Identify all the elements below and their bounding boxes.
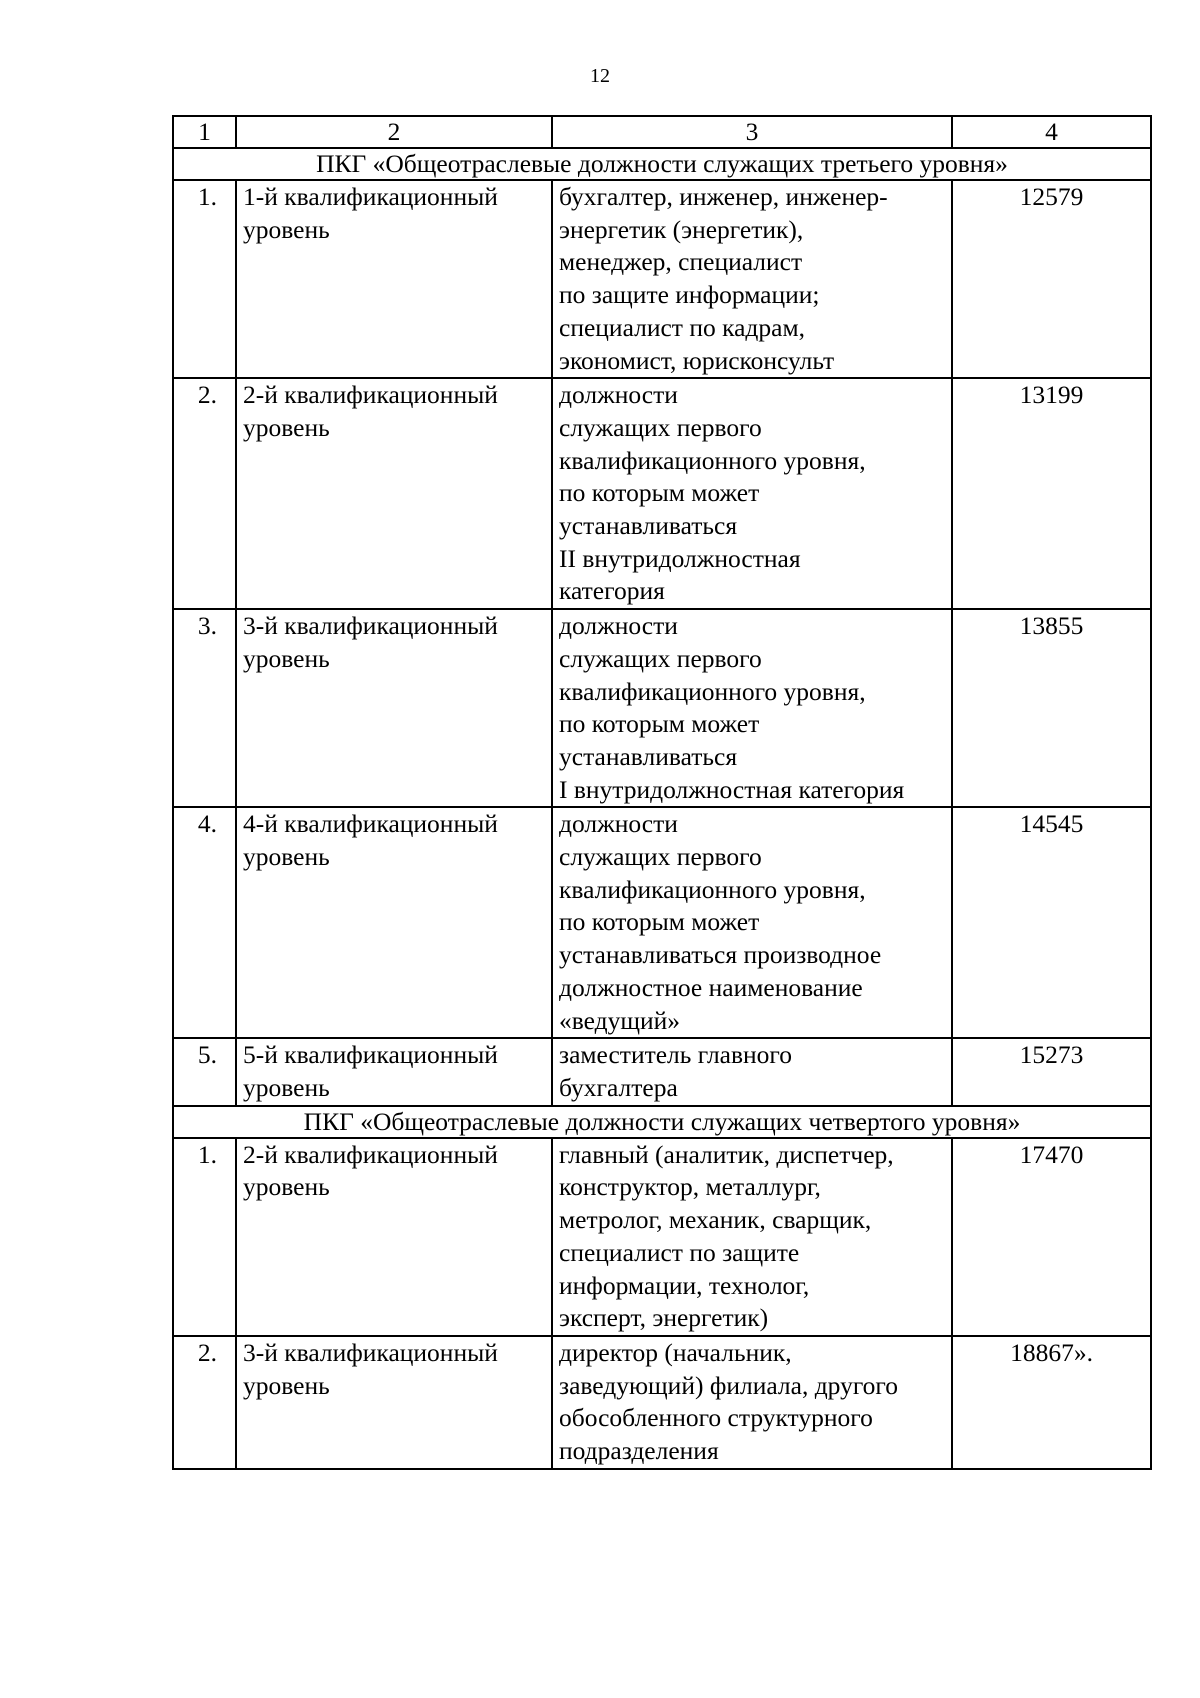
row-number: 1.: [173, 1138, 236, 1336]
positions-cell: должности служащих первого квалификационного уровня, по которым может устанавливаться II внутридолжностная категория: [552, 378, 952, 609]
column-header: 1: [173, 116, 236, 148]
salary-value: 13199: [952, 378, 1151, 609]
row-number: 3.: [173, 609, 236, 807]
table-row: [173, 378, 1151, 609]
positions-cell: должности служащих первого квалификационного уровня, по которым может устанавливаться I внутридолжностная категория: [552, 609, 952, 807]
positions-cell: директор (начальник, заведующий) филиала, другого обособленного структурного подразделения: [552, 1336, 952, 1469]
row-number: 5.: [173, 1038, 236, 1105]
table-row: [173, 1336, 1151, 1469]
positions-cell: заместитель главного бухгалтера: [552, 1038, 952, 1105]
group-heading-row: [173, 1106, 1151, 1138]
positions-cell: должности служащих первого квалификационного уровня, по которым может устанавливаться производное должностное наименование «ведущий»: [552, 807, 952, 1038]
table-row: [173, 1138, 1151, 1336]
qualification-level: 1-й квалификационный уровень: [236, 180, 552, 378]
salary-value: 17470: [952, 1138, 1151, 1336]
salary-value: 14545: [952, 807, 1151, 1038]
positions-cell: бухгалтер, инженер, инженер- энергетик (энергетик), менеджер, специалист по защите информации; специалист по кадрам, экономист, юрисконсульт: [552, 180, 952, 378]
column-header-row: [173, 116, 1151, 148]
qualification-level: 2-й квалификационный уровень: [236, 378, 552, 609]
salary-value: 13855: [952, 609, 1151, 807]
row-number: 4.: [173, 807, 236, 1038]
salary-table: [172, 115, 1152, 1470]
table-row: [173, 180, 1151, 378]
group-title: ПКГ «Общеотраслевые должности служащих четвертого уровня»: [173, 1106, 1151, 1138]
salary-value: 18867».: [952, 1336, 1151, 1469]
table-row: [173, 807, 1151, 1038]
salary-value: 12579: [952, 180, 1151, 378]
table-row: [173, 609, 1151, 807]
row-number: 2.: [173, 1336, 236, 1469]
row-number: 1.: [173, 180, 236, 378]
qualification-level: 3-й квалификационный уровень: [236, 609, 552, 807]
positions-cell: главный (аналитик, диспетчер, конструктор, металлург, метролог, механик, сварщик, специалист по защите информации, технолог, эксперт, энергетик): [552, 1138, 952, 1336]
qualification-level: 4-й квалификационный уровень: [236, 807, 552, 1038]
group-title: ПКГ «Общеотраслевые должности служащих третьего уровня»: [173, 148, 1151, 180]
table-row: [173, 1038, 1151, 1105]
row-number: 2.: [173, 378, 236, 609]
column-header: 2: [236, 116, 552, 148]
column-header: 4: [952, 116, 1151, 148]
salary-value: 15273: [952, 1038, 1151, 1105]
column-header: 3: [552, 116, 952, 148]
qualification-level: 5-й квалификационный уровень: [236, 1038, 552, 1105]
page-number: 12: [590, 65, 610, 87]
qualification-level: 3-й квалификационный уровень: [236, 1336, 552, 1469]
group-heading-row: [173, 148, 1151, 180]
qualification-level: 2-й квалификационный уровень: [236, 1138, 552, 1336]
